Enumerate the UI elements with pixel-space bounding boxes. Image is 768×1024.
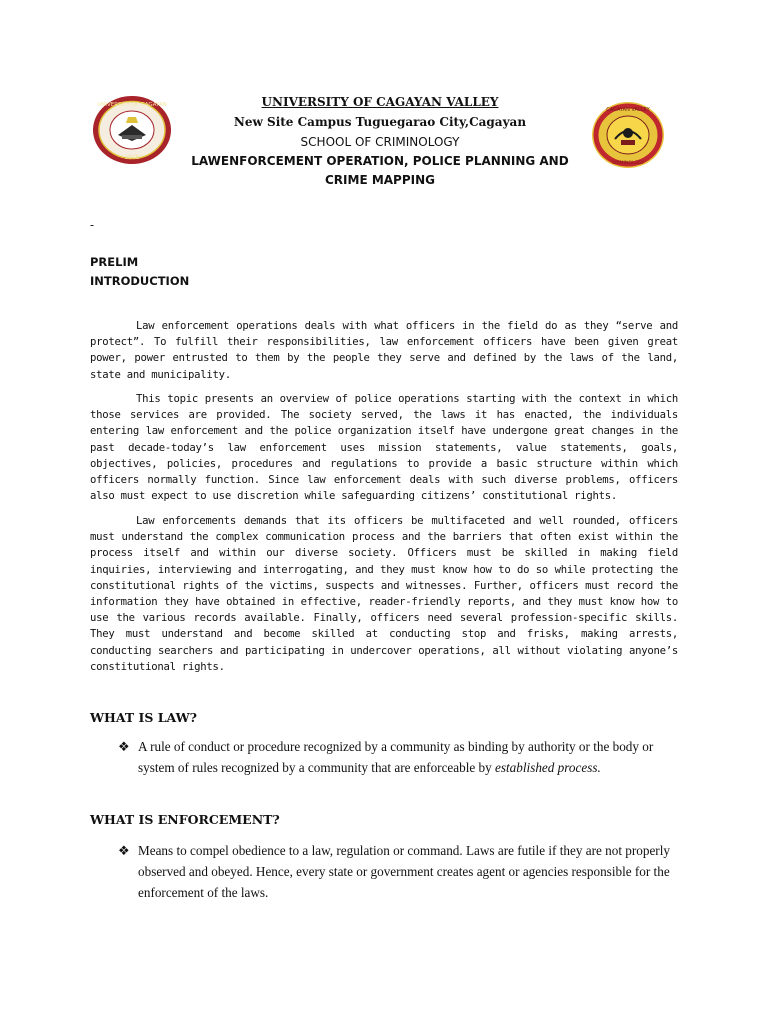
intro-paragraph-2: [90, 391, 678, 504]
svg-text:1948: 1948: [124, 154, 140, 161]
paragraph-text: This topic presents an overview of police operations starting with the context in which those services are provided. The society served, the laws it has enacted, the individuals entering law enforcement and the police organization itself have undergone great changes in the past decade-today’s law enforcement uses mission statements, value statements, goals, objectives, policies, procedures and regulations to provide a basic structure within which officers normally function. Since law enforcement deals with such diverse problems, officers also must expect to use discretion while safeguarding citizens’ constitutional rights.: [90, 393, 678, 503]
intro-paragraph-1: [90, 318, 678, 383]
prelim-label: PRELIM: [90, 255, 139, 269]
introduction-label: INTRODUCTION: [90, 274, 190, 288]
school-name: SCHOOL OF CRIMINOLOGY: [300, 135, 460, 149]
enforcement-definition-text: Means to compel obedience to a law, regulation or command. Laws are futile if they are not properly observed and obeyed. Hence, every state or government creates agent or agencies responsible for the enforcement of the laws.: [138, 843, 670, 900]
university-name: UNIVERSITY OF CAGAYAN VALLEY: [261, 95, 499, 109]
intro-paragraph-3: [90, 513, 678, 675]
diamond-bullet-icon: ❖: [118, 739, 130, 754]
course-title-line1: LAWENFORCEMENT OPERATION, POLICE PLANNING AND: [191, 154, 569, 168]
law-definition-text: A rule of conduct or procedure recognized by a community as binding by authority or the body or system of rules recognized by a community that are enforceable by: [138, 739, 654, 775]
svg-text:CRIMINOLOGY: CRIMINOLOGY: [611, 161, 645, 166]
enforcement-definition-bullet: [118, 840, 678, 903]
law-definition-italic: established process.: [495, 760, 601, 775]
svg-text:UNIVERSITY OF CAGAYAN: UNIVERSITY OF CAGAYAN: [97, 102, 167, 108]
course-title-line2: CRIME MAPPING: [324, 173, 435, 187]
what-is-law-heading: WHAT IS LAW?: [90, 710, 197, 725]
paragraph-text: Law enforcement operations deals with what officers in the field do as they “serve and protect”. To fulfill their responsibilities, law enforcement officers have been given great power, power entrusted to them by the people they serve and defined by the laws of the land, state and municipality.: [90, 320, 678, 381]
paragraph-text: Law enforcements demands that its officers be multifaceted and well rounded, officers must understand the complex communication process and the barriers that often exist within the process itself and within our diverse society. Officers must be skilled in making field inquiries, interviewing and interrogating, and they must know how to do so while protecting the constitutional rights of the victims, suspects and witnesses. Further, officers must record the information they have obtained in effective, reader-friendly reports, and they must know how to use the various records available. Finally, officers need several profession-specific skills. They must understand and become skilled at conducting stop and frisks, making arrests, conducting searchers and participating in undercover operations, all without violating anyone’s constitutional rights.: [90, 515, 678, 673]
law-definition-bullet: [118, 736, 678, 778]
criminology-seal-logo: [591, 101, 665, 169]
campus-address: New Site Campus Tuguegarao City,Cagayan: [233, 115, 527, 129]
diamond-bullet-icon: ❖: [118, 843, 130, 858]
what-is-enforcement-heading: WHAT IS ENFORCEMENT?: [90, 812, 280, 827]
dash-mark: -: [90, 218, 95, 232]
svg-text:CAGAYAN VALLEY: CAGAYAN VALLEY: [606, 107, 650, 113]
